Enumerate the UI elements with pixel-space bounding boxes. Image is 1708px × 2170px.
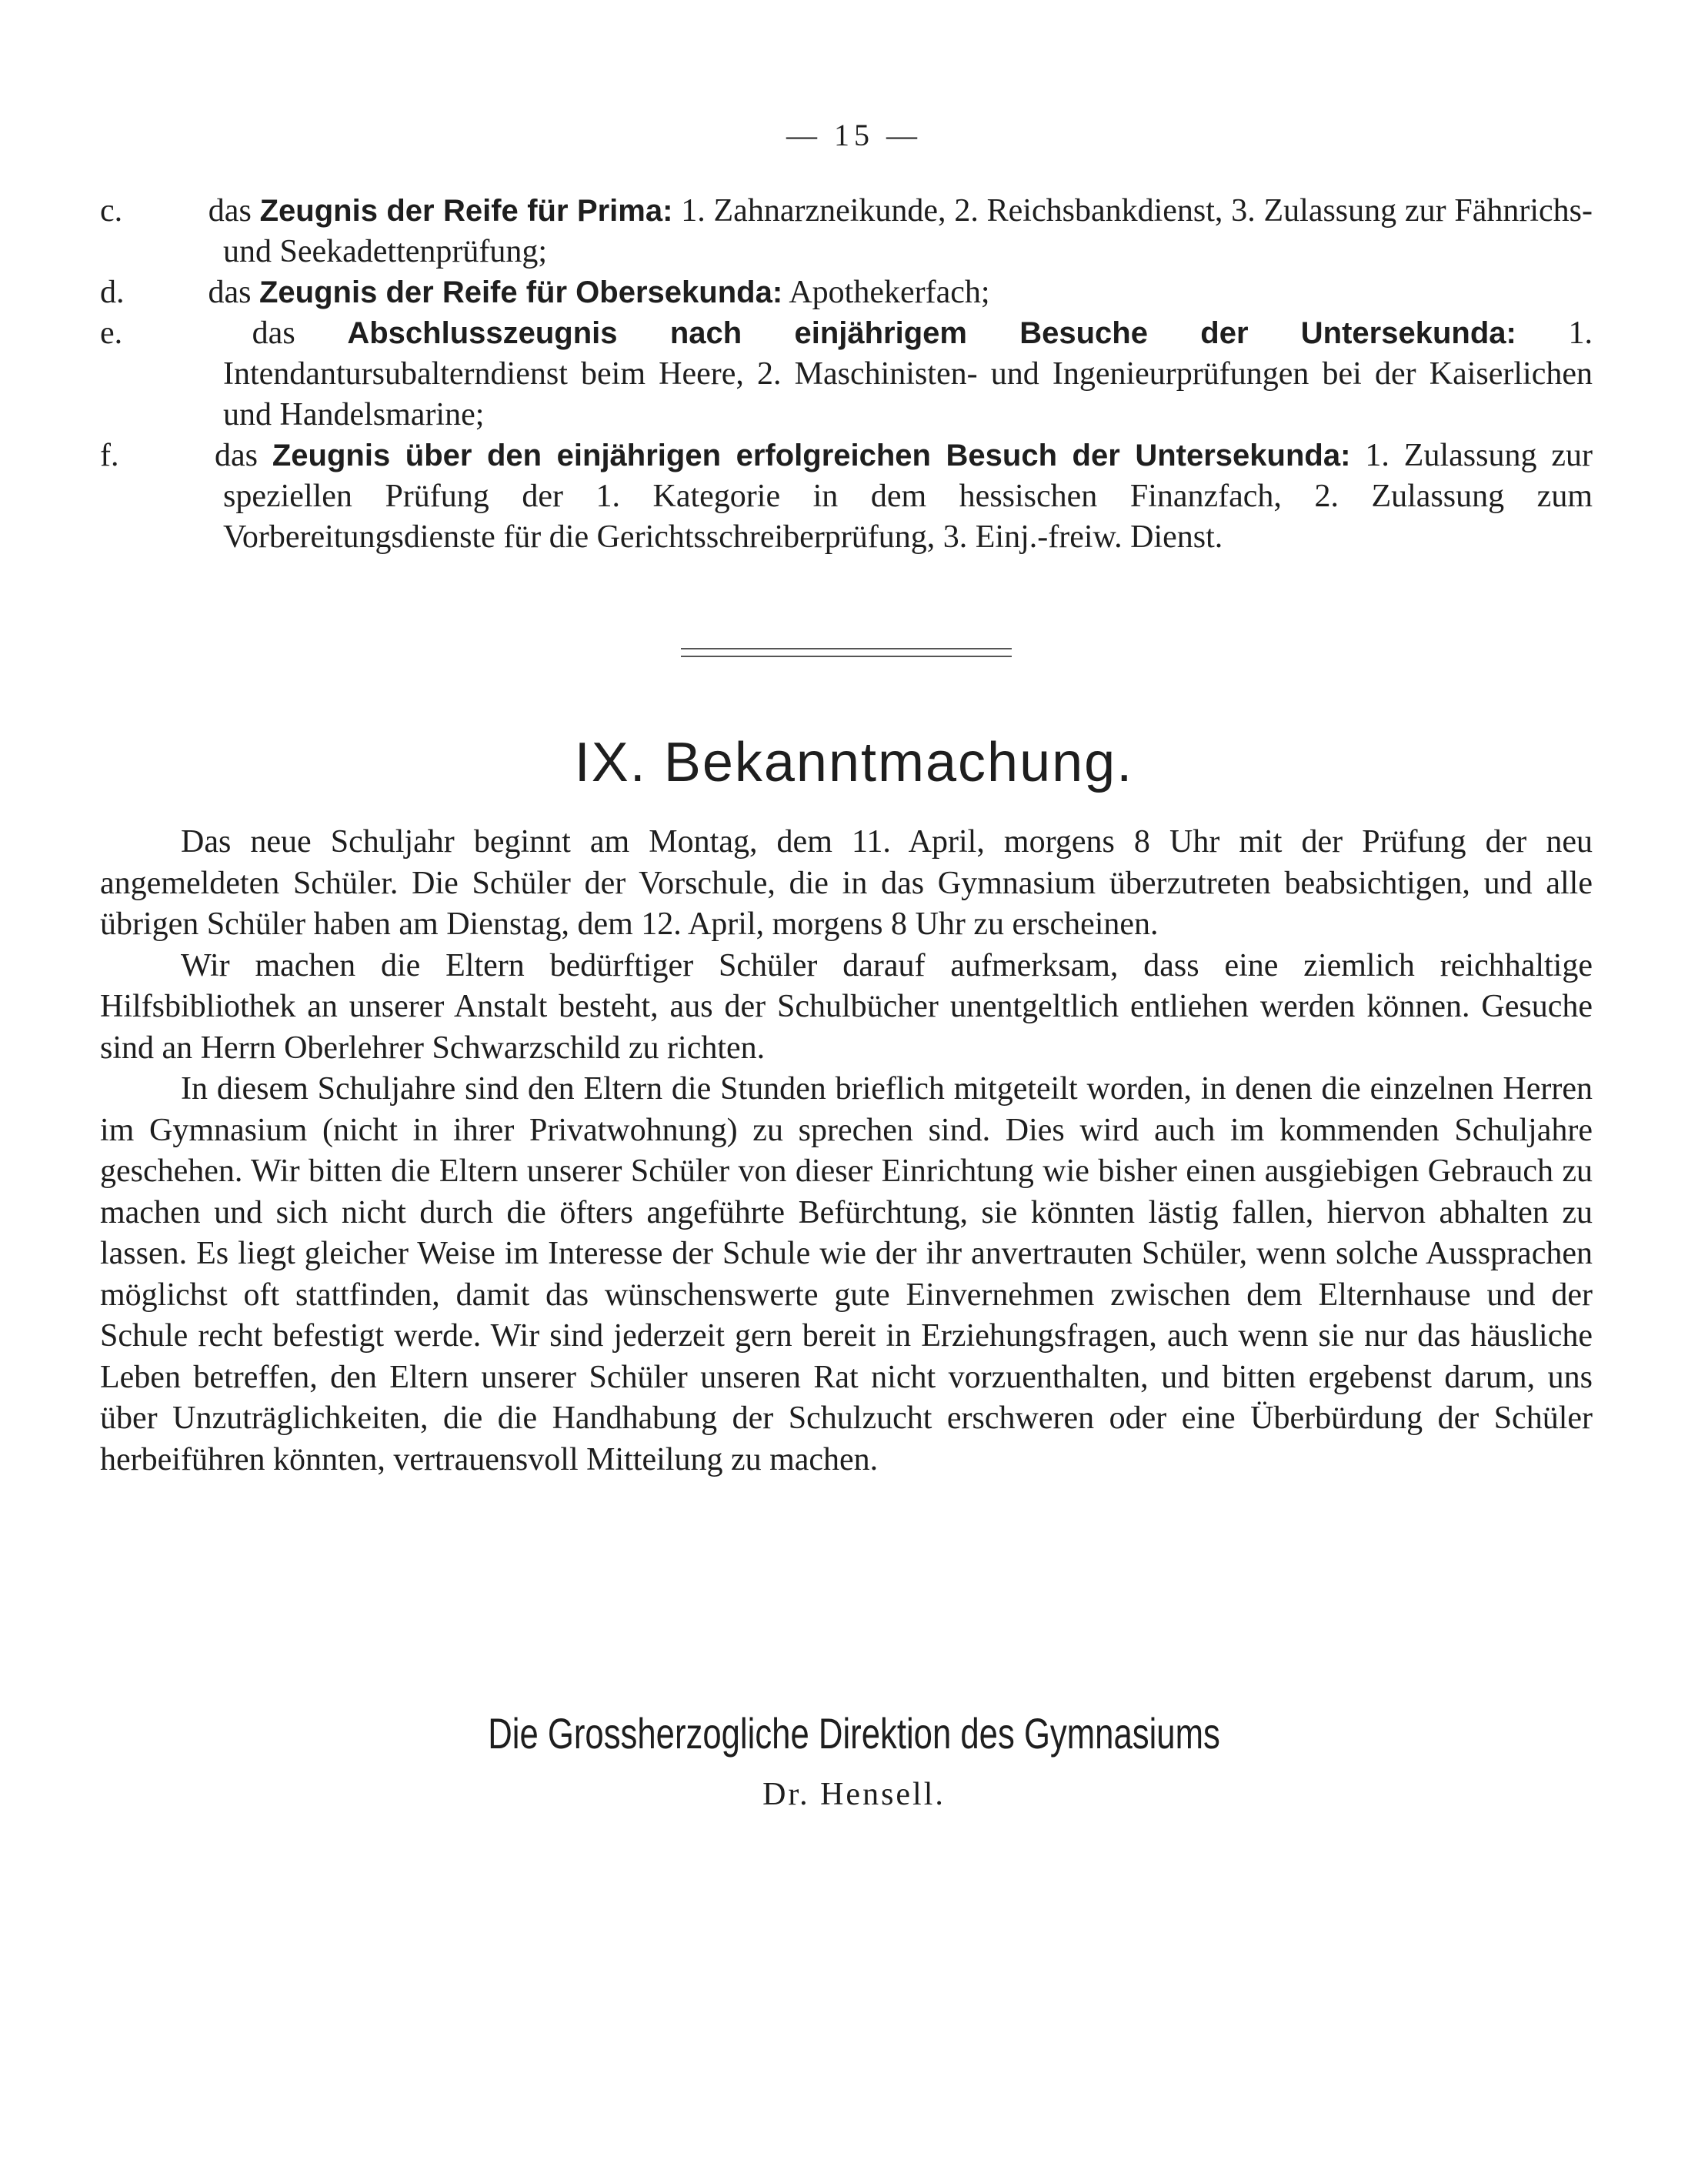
paragraph-library: Wir machen die Eltern bedürftiger Schüler darauf aufmerksam, dass eine ziemlich reichhaltige Hilfsbibliothek an unserer Anstalt besteht, aus der Schulbücher unentgeltlich entliehen werden können. Gesuche sind an Herrn Oberlehrer Schwarzschild zu richten. [100,947,1593,1066]
list-lead: das [252,315,295,351]
list-lead: das [208,193,252,229]
qualification-list [100,191,1593,558]
section-divider [681,648,1012,657]
list-lead: das [214,438,258,473]
list-text: 1. Intendantursubalterndienst beim Heere, 2. Maschinisten- und Ingenieurprüfungen bei der Kaiserlichen und Handelsmarine; [223,315,1593,432]
list-text: 1. Zulassung zur speziellen Prüfung der 1. Kategorie in dem hessischen Finanzfach, 2. Zulassung zum Vorbereitungsdienste für die Gerichtsschreiberprüfung, 3. Einj.-freiw. Dienst. [223,438,1593,555]
list-lead: das [208,275,252,310]
list-text: 1. Zahnarzneikunde, 2. Reichsbankdienst, 3. Zulassung zur Fähnrichs- und Seekadettenprüfung; [223,193,1593,269]
list-item-f: f. das Zeugnis über den einjährigen erfolgreichen Besuch der Untersekunda: 1. Zulassung zur speziellen Prüfung der 1. Kategorie in dem hessischen Finanzfach, 2. Zulassung zum Vorbereitungsdienste für die Gerichtsschreiberprüfung, 3. Einj.-freiw. Dienst. [100,438,1593,555]
paragraph-school-start: Das neue Schuljahr beginnt am Montag, dem 11. April, morgens 8 Uhr mit der Prüfung der neu angemeldeten Schüler. Die Schüler der Vorschule, die in das Gymnasium überzutreten beabsichtigen, und alle übrigen Schüler haben am Dienstag, dem 12. April, morgens 8 Uhr zu erscheinen. [100,824,1593,942]
list-emphasis: Zeugnis der Reife für Prima: [259,194,673,228]
list-emphasis: Abschlusszeugnis nach einjährigem Besuche der Untersekunda: [347,316,1516,350]
announcement-body [100,822,1593,1481]
list-emphasis: Zeugnis der Reife für Obersekunda: [259,275,783,309]
list-item-c: c. das Zeugnis der Reife für Prima: 1. Zahnarzneikunde, 2. Reichsbankdienst, 3. Zulassung zur Fähnrichs- und Seekadettenprüfung; [100,193,1593,269]
page-number: — 15 — [786,118,922,152]
list-item-e: e. das Abschlusszeugnis nach einjährigem Besuche der Untersekunda: 1. Intendantursubalterndienst beim Heere, 2. Maschinisten- und Ingenieurprüfungen bei der Kaiserlichen und Handelsmarine; [100,315,1593,432]
paragraph-parents: In diesem Schuljahre sind den Eltern die Stunden brieflich mitgeteilt worden, in denen die einzelnen Herren im Gymnasium (nicht in ihrer Privatwohnung) zu sprechen sind. Dies wird auch im kommenden Schuljahre geschehen. Wir bitten die Eltern unserer Schüler von dieser Einrichtung wie bisher einen ausgiebigen Gebrauch zu machen und sich nicht durch die öfters angeführte Befürchtung, sie könnten lästig fallen, hiervon abhalten zu lassen. Es liegt gleicher Weise im Interesse der Schule wie der ihr anvertrauten Schüler, wenn solche Aussprachen möglichst oft stattfinden, damit das wünschenswerte gute Einvernehmen zwischen dem Elternhause und der Schule recht befestigt werde. Wir sind jederzeit gern bereit in Erziehungsfragen, auch wenn sie nur das häusliche Leben betreffen, den Eltern unserer Schüler unseren Rat nicht vorzuenthalten, und bitten ergebenst darum, uns über Unzuträglichkeiten, die die Handhabung der Schulzucht erschweren oder eine Überbürdung der Schüler herbeiführen könnten, vertrauensvoll Mitteilung zu machen. [100,1071,1593,1477]
list-item-d: d. das Zeugnis der Reife für Obersekunda: Apothekerfach; [100,275,990,310]
list-text: Apothekerfach; [789,275,990,310]
section-heading: IX. Bekanntmachung. [574,732,1134,793]
signature-authority: Die Grossherzogliche Direktion des Gymnasiums [488,1709,1220,1758]
list-emphasis: Zeugnis über den einjährigen erfolgreichen Besuch der Untersekunda: [272,439,1351,472]
signature-name: Dr. Hensell. [762,1777,946,1812]
